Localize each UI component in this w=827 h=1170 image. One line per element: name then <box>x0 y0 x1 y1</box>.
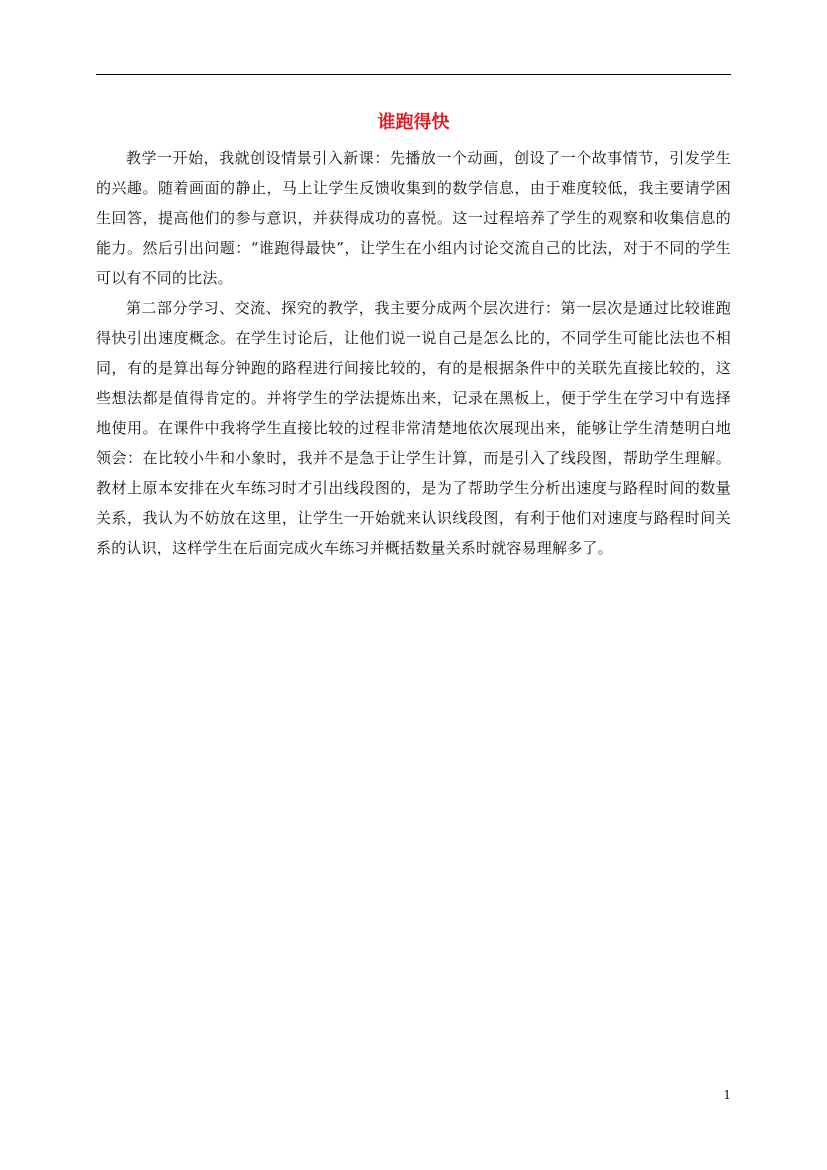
page-number: 1 <box>723 1088 731 1102</box>
paragraph-1: 教学一开始，我就创设情景引入新课：先播放一个动画，创设了一个故事情节，引发学生的兴趣。随着画面的静止，马上让学生反馈收集到的数学信息，由于难度较低，我主要请学困生回答，提高他们的参与意识，并获得成功的喜悦。这一过程培养了学生的观察和收集信息的能力。然后引出问题：“谁跑得最快”，让学生在小组内讨论交流自己的比法，对于不同的学生可以有不同的比法。 <box>96 149 731 287</box>
document-body <box>96 143 731 563</box>
paragraph-2: 第二部分学习、交流、探究的教学，我主要分成两个层次进行：第一层次是通过比较谁跑得快引出速度概念。在学生讨论后，让他们说一说自己是怎么比的，不同学生可能比法也不相同，有的是算出每分钟跑的路程进行间接比较的，有的是根据条件中的关联先直接比较的，这些想法都是值得肯定的。并将学生的学法提炼出来，记录在黑板上，便于学生在学习中有选择地使用。在课件中我将学生直接比较的过程非常清楚地依次展现出来，能够让学生清楚明白地领会：在比较小牛和小象时，我并不是急于让学生计算，而是引入了线段图，帮助学生理解。教材上原本安排在火车练习时才引出线段图的，是为了帮助学生分析出速度与路程时间的数量关系，我认为不妨放在这里，让学生一开始就来认识线段图，有利于他们对速度与路程时间关系的认识，这样学生在后面完成火车练习并概括数量关系时就容易理解多了。 <box>96 299 731 557</box>
header-rule <box>96 74 731 75</box>
document-title: 谁跑得快 <box>377 112 450 133</box>
